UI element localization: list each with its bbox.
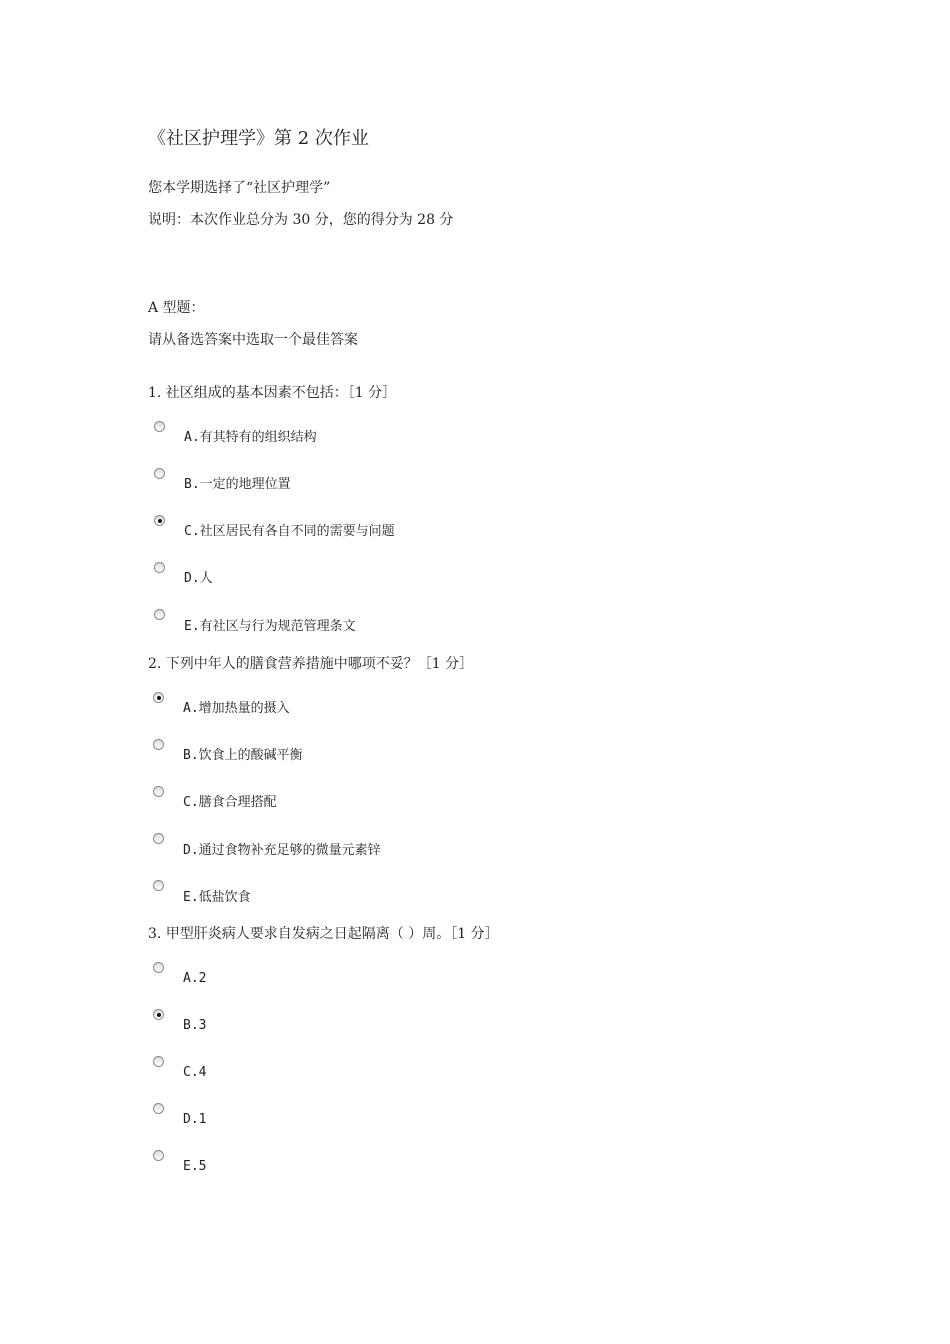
q2-option-d-radio[interactable] [153,833,164,844]
q1-option-e-radio[interactable] [154,609,165,620]
q2-option-b-radio[interactable] [153,739,164,750]
q2-option-c-radio[interactable] [153,786,164,797]
q3-option-b-radio[interactable] [153,1009,164,1020]
q3-option-a-label: A.2 [183,971,207,986]
q1-option-e-label: E.有社区与行为规范管理条文 [184,619,356,634]
course-selection-text: 您本学期选择了“社区护理学” [148,180,331,196]
q1-option-c-radio[interactable] [154,515,165,526]
score-description: 说明：本次作业总分为 30 分，您的得分为 28 分 [148,212,454,228]
q1-option-d-radio[interactable] [154,562,165,573]
question-type-label: A 型题： [148,300,205,316]
q2-option-c-label: C.膳食合理搭配 [183,795,277,810]
q3-option-e-radio[interactable] [153,1150,164,1161]
q1-option-b-radio[interactable] [154,468,165,479]
q1-option-a-label: A.有其特有的组织结构 [184,430,317,445]
q1-option-c-label: C.社区居民有各自不同的需要与问题 [184,524,395,539]
q3-option-e-label: E.5 [183,1159,207,1174]
q2-option-a-label: A.增加热量的摄入 [183,701,290,716]
q3-option-d-label: D.1 [183,1112,207,1127]
q3-option-d-radio[interactable] [153,1103,164,1114]
question-2-text: 2. 下列中年人的膳食营养措施中哪项不妥？［1 分］ [148,656,474,672]
q2-option-a-radio[interactable] [153,692,164,703]
q3-option-c-radio[interactable] [153,1056,164,1067]
q1-option-d-label: D.人 [184,571,213,586]
question-3-text: 3. 甲型肝炎病人要求自发病之日起隔离（ ）周。［1 分］ [148,926,499,942]
q1-option-a-radio[interactable] [154,421,165,432]
q2-option-b-label: B.饮食上的酸碱平衡 [183,748,303,763]
q2-option-d-label: D.通过食物补充足够的微量元素锌 [183,843,381,858]
q2-option-e-radio[interactable] [153,880,164,891]
section-instruction: 请从备选答案中选取一个最佳答案 [148,332,358,348]
q3-option-a-radio[interactable] [153,962,164,973]
q3-option-b-label: B.3 [183,1018,207,1033]
q1-option-b-label: B.一定的地理位置 [184,477,291,492]
question-1-text: 1. 社区组成的基本因素不包括：［1 分］ [148,385,397,401]
q2-option-e-label: E.低盐饮食 [183,890,251,905]
assignment-title: 《社区护理学》第 2 次作业 [148,128,369,149]
q3-option-c-label: C.4 [183,1065,207,1080]
